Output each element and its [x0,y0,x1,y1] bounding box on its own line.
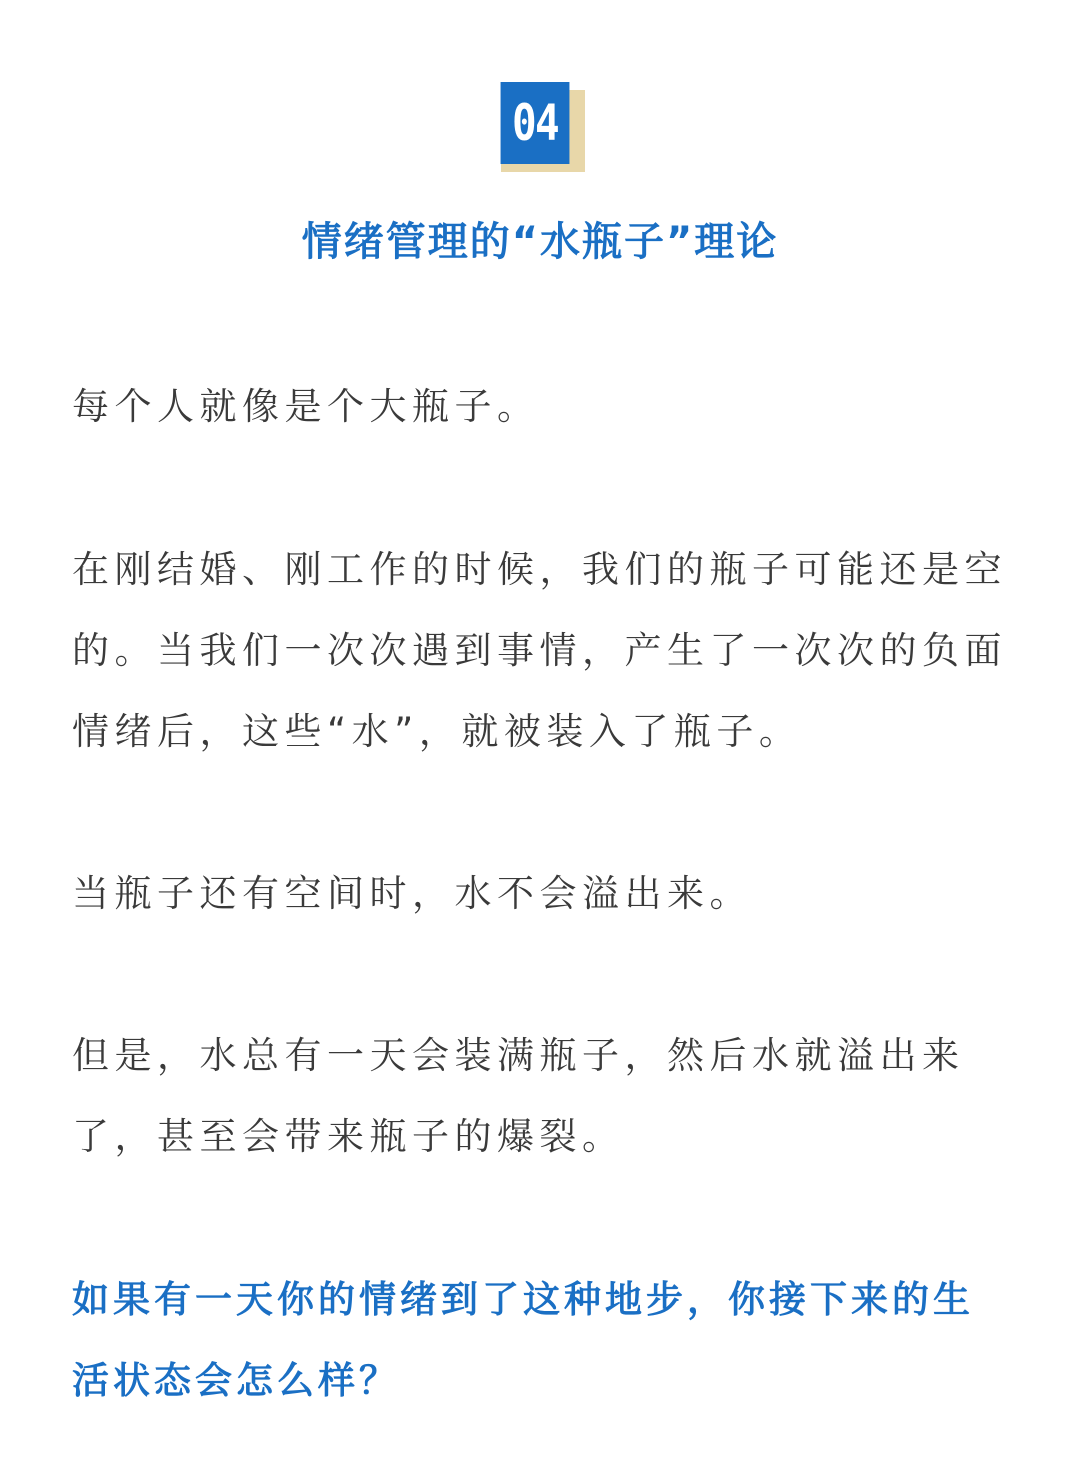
section-number-badge [493,82,589,174]
highlight-question: 如果有一天你的情绪到了这种地步，你接下来的生活状态会怎么样？ [72,1278,974,1402]
paragraph-2: 在刚结婚、刚工作的时候，我们的瓶子可能还是空的。当我们一次次遇到事情，产生了一次次的负面情绪后，这些“水”，就被装入了瓶子。 [72,548,1007,753]
paragraph-1: 每个人就像是个大瓶子。 [72,385,540,428]
section-title: 情绪管理的“水瓶子”理论 [301,219,779,265]
paragraph-3: 当瓶子还有空间时，水不会溢出来。 [72,872,752,915]
paragraph-4: 但是，水总有一天会装满瓶子，然后水就溢出来了，甚至会带来瓶子的爆裂。 [72,1034,965,1158]
section-number: 04 [501,82,570,164]
